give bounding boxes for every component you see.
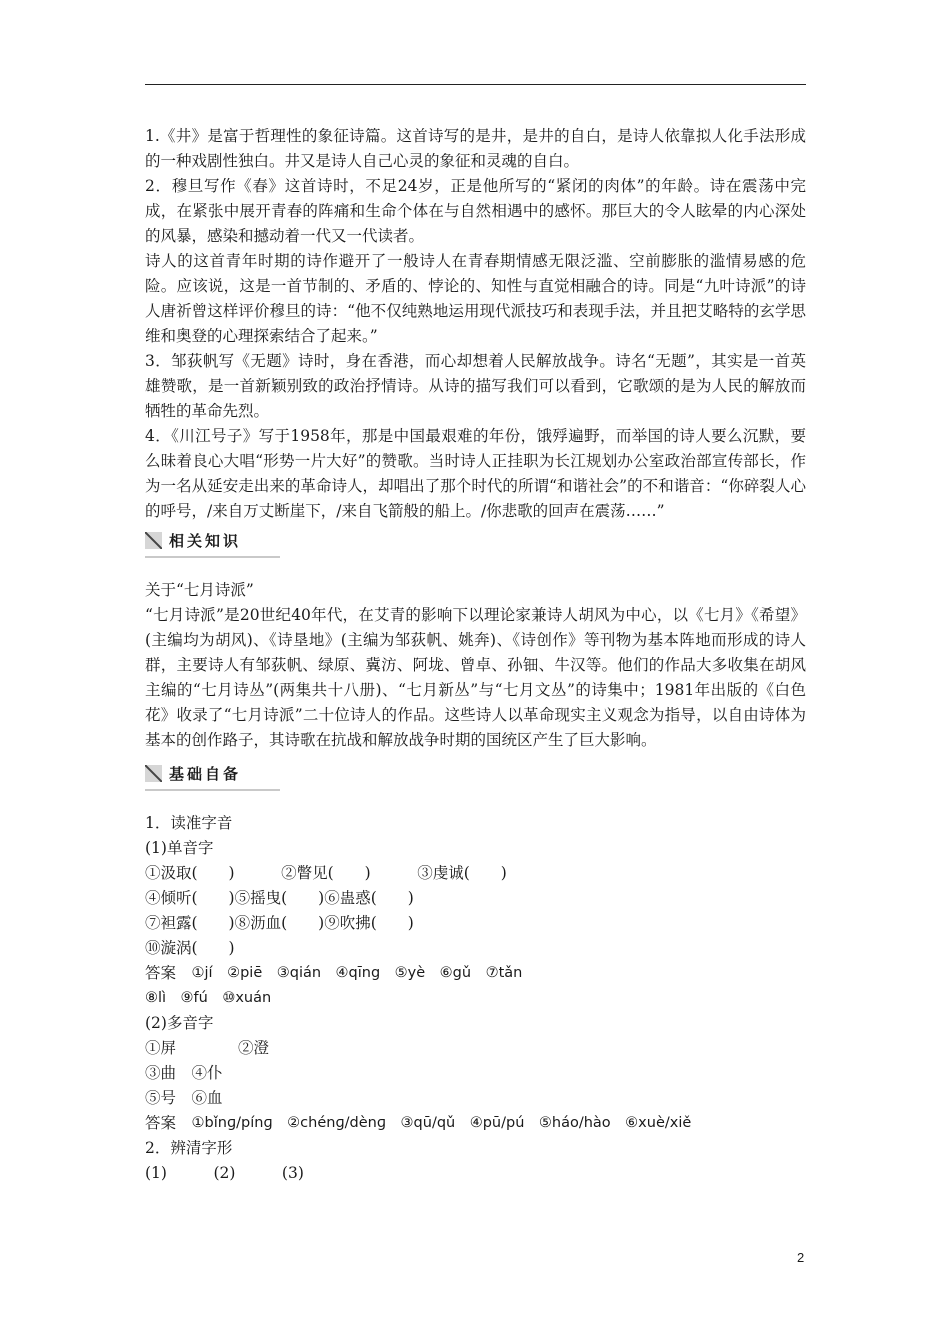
section-title: 相关知识 [169, 532, 242, 550]
answer-label: 答案 [145, 964, 177, 982]
multi-char-row-3: ⑤号 ⑥血 [145, 1089, 223, 1107]
question-1b-title: (2)多音字 [145, 1014, 214, 1032]
paragraph-3: 诗人的这首青年时期的诗作避开了一般诗人在青春期情感无限泛滥、空前膨胀的滥情易感的危险。应该说，这是一首节制的、矛盾的、悖论的、知性与直觉相融合的诗。同是“九叶诗派”的诗人唐祈曾这样评价穆旦的诗：“他不仅纯熟地运用现代派技巧和表现手法，并且把艾略特的玄学思维和奥登的心理探索结合了起来。” [145, 252, 806, 345]
paragraph-1: 1.《井》是富于哲理性的象征诗篇。这首诗写的是井，是井的自白，是诗人依靠拟人化手法形成的一种戏剧性独白。井又是诗人自己心灵的象征和灵魂的自白。 [145, 127, 806, 170]
section-marker-icon [145, 532, 162, 549]
paragraph-2: 2．穆旦写作《春》这首诗时，不足24岁，正是他所写的“紧闭的肉体”的年龄。诗在震荡中完成，在紧张中展开青春的阵痛和生命个体在与自然相遇中的感怀。那巨大的令人眩晕的内心深处的风暴，感染和撼动着一代又一代读者。 [145, 177, 806, 245]
answer-1-line-2: ⑧lì ⑨fú ⑩xuán [145, 990, 272, 1006]
section-marker-icon [145, 765, 162, 782]
section-heading-related-knowledge [145, 530, 280, 558]
paragraph-4: 3．邹荻帆写《无题》诗时，身在香港，而心却想着人民解放战争。诗名“无题”，其实是一首英雄赞歌，是一首新颖别致的政治抒情诗。从诗的描写我们可以看到，它歌颂的是为人民的解放而牺牲的革命先烈。 [145, 352, 806, 420]
multi-char-row-2: ③曲 ④仆 [145, 1064, 223, 1082]
multi-char-row-1: ①屏 ②澄 [145, 1039, 270, 1057]
answer-2-line: ①bǐnɡ/pínɡ ②chénɡ/dènɡ ③qū/qǔ ④pū/pú ⑤háo/hào ⑥xuè/xiě [191, 1115, 692, 1131]
answer-2 [145, 1111, 806, 1136]
answer-1 [145, 961, 806, 986]
section-heading-basics [145, 763, 280, 791]
single-char-row-2: ④倾听( )⑤摇曳( )⑥蛊惑( ) [145, 889, 414, 907]
question-1a-title: (1)单音字 [145, 839, 214, 857]
answer-1-line-1: ①jí ②piē ③qián ④qīng ⑤yè ⑥gǔ ⑦tǎn [191, 965, 523, 981]
question-1-title: 1．读准字音 [145, 814, 233, 832]
page-number: 2 [797, 1250, 805, 1265]
question-2-title: 2．辨清字形 [145, 1139, 233, 1157]
paragraph-5: 4．《川江号子》写于1958年，那是中国最艰难的年份，饿殍遍野，而举国的诗人要么沉默，要么昧着良心大唱“形势一片大好”的赞歌。当时诗人正挂职为长江规划办公室政治部宣传部长，作为一名从延安走出来的革命诗人，却唱出了那个时代的所谓“和谐社会”的不和谐音：“你碎裂人心的呼号，/来自万丈断崖下，/来自飞箭般的船上。/你悲歌的回声在震荡……” [145, 427, 806, 520]
section-title: 基础自备 [169, 765, 242, 783]
question-2-items: (1) (2) (3) [145, 1164, 304, 1182]
document-body [145, 124, 806, 1186]
header-rule [145, 84, 806, 85]
answer-label: 答案 [145, 1114, 177, 1132]
single-char-row-1: ①汲取( ) ②瞥见( ) ③虔诚( ) [145, 864, 507, 882]
section-subtitle: 关于“七月诗派” [145, 581, 254, 599]
single-char-row-4: ⑩漩涡( ) [145, 939, 235, 957]
single-char-row-3: ⑦袒露( )⑧沥血( )⑨吹拂( ) [145, 914, 414, 932]
section-body: “七月诗派”是20世纪40年代，在艾青的影响下以理论家兼诗人胡风为中心，以《七月》《希望》(主编均为胡风)、《诗垦地》(主编为邹荻帆、姚奔)、《诗创作》等刊物为基本阵地而形成的诗人群，主要诗人有邹荻帆、绿原、冀汸、阿垅、曾卓、孙钿、牛汉等。他们的作品大多收集在胡风主编的“七月诗丛”(两集共十八册)、“七月新丛”与“七月文丛”的诗集中；1981年出版的《白色花》收录了“七月诗派”二十位诗人的作品。这些诗人以革命现实主义观念为指导，以自由诗体为基本的创作路子，其诗歌在抗战和解放战争时期的国统区产生了巨大影响。 [145, 606, 806, 749]
